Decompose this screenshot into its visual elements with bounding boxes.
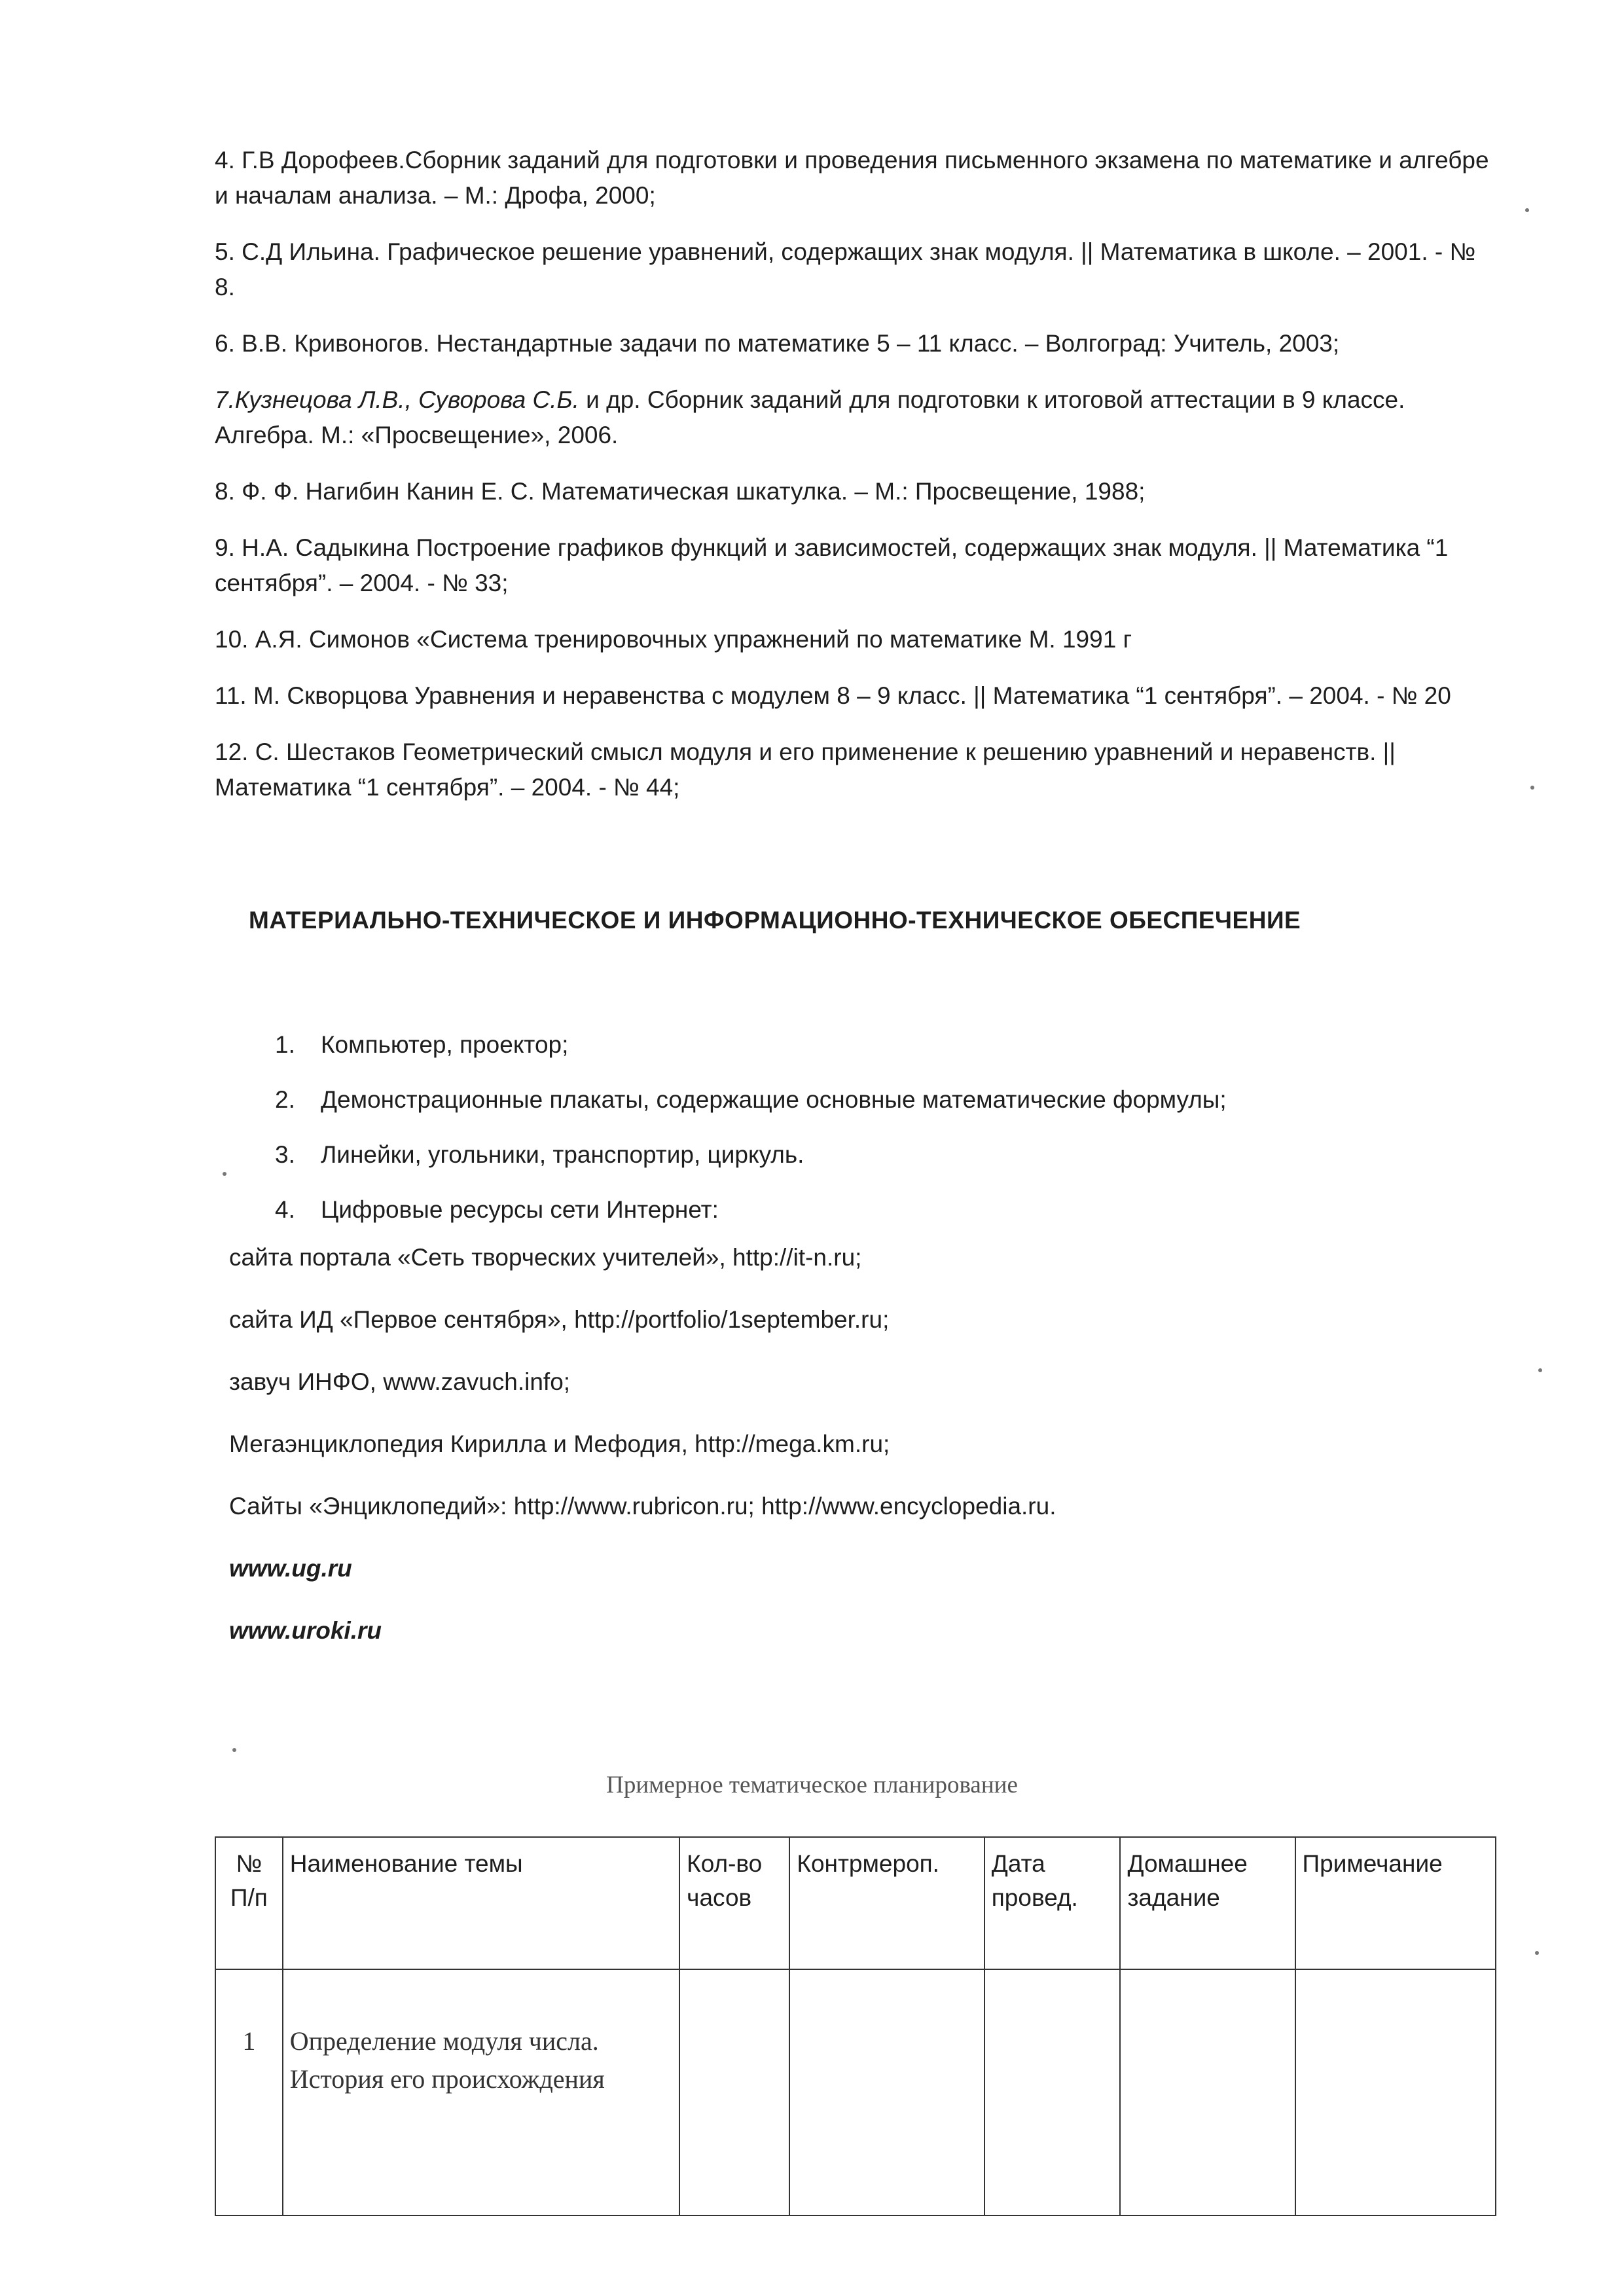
cell-note [1295, 1969, 1496, 2215]
cell-homework [1120, 1969, 1295, 2215]
scan-speck [223, 1172, 226, 1176]
equipment-item: 1. Компьютер, проектор; [275, 1031, 569, 1058]
scan-speck [1538, 1368, 1542, 1372]
header-note: Примечание [1295, 1837, 1496, 1969]
resource-link: завуч ИНФО, www.zavuch.info; [229, 1368, 571, 1395]
equipment-item: 4. Цифровые ресурсы сети Интернет: [275, 1196, 719, 1223]
header-date: Дата провед. [984, 1837, 1121, 1969]
reference-authors: 7.Кузнецова Л.В., Суворова С.Б. [215, 386, 579, 413]
equipment-item: 2. Демонстрационные плакаты, содержащие основные математические формулы; [275, 1086, 1227, 1113]
reference-item: 10. А.Я. Симонов «Система тренировочных упражнений по математике М. 1991 г [215, 626, 1132, 653]
cell-control [789, 1969, 984, 2215]
thematic-plan-table [215, 1836, 1496, 2216]
internet-resources [229, 1241, 1056, 1676]
reference-item: 4. Г.В Дорофеев.Сборник заданий для подготовки и проведения письменного экзамена по математике и алгебре и началам анализа. – М.: Дрофа, 2000; [215, 147, 1489, 209]
references-list [215, 143, 1491, 826]
cell-hours [679, 1969, 789, 2215]
resource-link: Мегаэнциклопедия Кирилла и Мефодия, http://mega.km.ru; [229, 1430, 890, 1457]
table-header-row [215, 1837, 1496, 1969]
resource-link: сайта портала «Сеть творческих учителей», http://it-n.ru; [229, 1244, 862, 1271]
header-control: Контрмероп. [789, 1837, 984, 1969]
resource-link: Сайты «Энциклопедий»: http://www.rubricon.ru; http://www.encyclopedia.ru. [229, 1493, 1056, 1520]
plan-caption: Примерное тематическое планирование [606, 1772, 1018, 1798]
scan-speck [1535, 1951, 1539, 1955]
reference-item: 12. С. Шестаков Геометрический смысл модуля и его применение к решению уравнений и неравенств. || Математика “1 сентября”. – 2004. - № 44; [215, 738, 1396, 801]
reference-item: 11. М. Скворцова Уравнения и неравенства с модулем 8 – 9 класс. || Математика “1 сентября”. – 2004. - № 20 [215, 682, 1451, 709]
cell-num: 1 [215, 1969, 283, 2215]
reference-item: 6. В.В. Кривоногов. Нестандартные задачи по математике 5 – 11 класс. – Волгоград: Учитель, 2003; [215, 330, 1340, 357]
reference-item: 7.Кузнецова Л.В., Суворова С.Б. и др. Сборник заданий для подготовки к итоговой аттестации в 9 классе. Алгебра. М.: «Просвещение», 2006. [215, 386, 1405, 448]
scan-speck [232, 1748, 236, 1752]
scan-speck [1530, 786, 1534, 790]
resource-link-bold: www.ug.ru [229, 1555, 352, 1582]
equipment-item: 3. Линейки, угольники, транспортир, циркуль. [275, 1141, 804, 1168]
reference-item: 9. Н.А. Садыкина Построение графиков функций и зависимостей, содержащих знак модуля. || Математика “1 сентября”. – 2004. - № 33; [215, 534, 1449, 596]
cell-date [984, 1969, 1121, 2215]
header-num: № П/п [215, 1837, 283, 1969]
resource-link: сайта ИД «Первое сентября», http://portfolio/1september.ru; [229, 1306, 890, 1333]
reference-item: 5. С.Д Ильина. Графическое решение уравнений, содержащих знак модуля. || Математика в школе. – 2001. - № 8. [215, 238, 1476, 301]
table-row [215, 1969, 1496, 2215]
header-hours: Кол-во часов [679, 1837, 789, 1969]
cell-topic: Определение модуля числа. История его происхождения [283, 1969, 679, 2215]
header-topic: Наименование темы [283, 1837, 679, 1969]
resource-link-bold: www.uroki.ru [229, 1617, 382, 1644]
section-heading: МАТЕРИАЛЬНО-ТЕХНИЧЕСКОЕ И ИНФОРМАЦИОННО-ТЕХНИЧЕСКОЕ ОБЕСПЕЧЕНИЕ [249, 907, 1301, 934]
equipment-list [275, 1028, 1227, 1248]
reference-item: 8. Ф. Ф. Нагибин Канин Е. С. Математическая шкатулка. – М.: Просвещение, 1988; [215, 478, 1146, 505]
header-homework: Домашнее задание [1120, 1837, 1295, 1969]
scan-speck [1525, 208, 1529, 212]
